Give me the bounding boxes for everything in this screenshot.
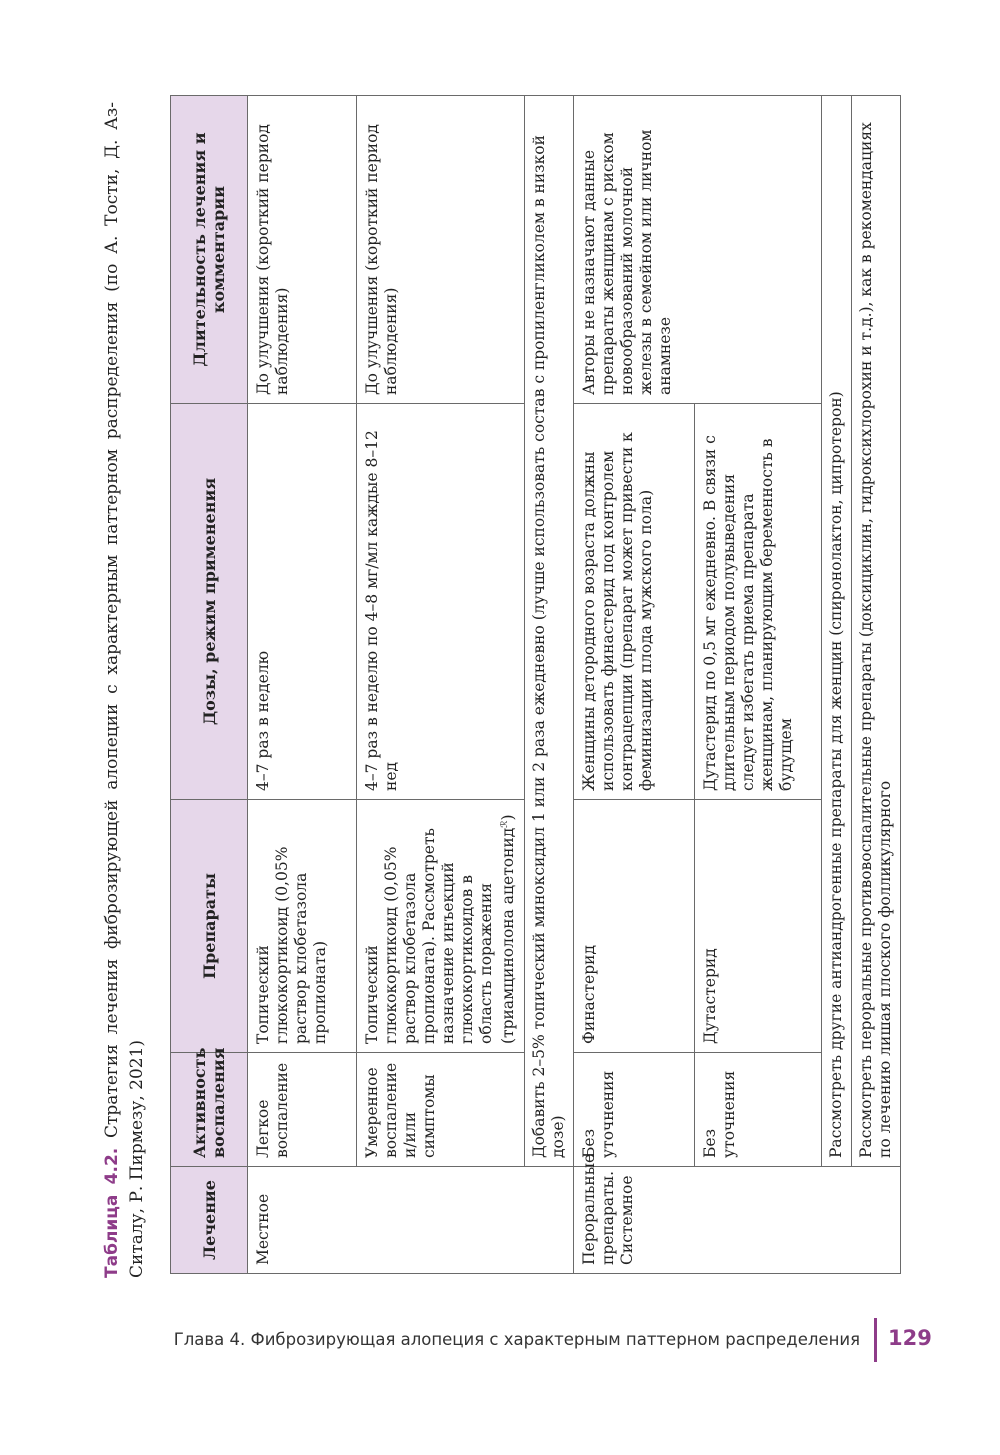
cell-drugs — [357, 800, 525, 1053]
cell-minoxidil: Добавить 2–5% топический миноксидил 1 или 2 раза ежедневно (лучше использовать состав с пропиленгликолем в низкой дозе) — [525, 96, 574, 1167]
cell-treatment-systemic: Пероральные препараты. Системное — [574, 1167, 901, 1274]
table-caption — [100, 102, 150, 1278]
footer-divider — [874, 1318, 877, 1362]
cell-activity: Без уточнения — [574, 1053, 695, 1167]
cell-antiinflammatory: Рассмотреть пероральные противовоспалительные препараты (доксициклин, гидроксихлорохин и т.д.), как в рекомендациях по лечению лишая плоского фолликулярного — [852, 96, 901, 1167]
rotated-table-page — [100, 100, 900, 1300]
cell-doses: Женщины детородного возраста должны использовать финастерид под контролем контрацепции (препарат может привести к феминизации плода мужского пола) — [574, 404, 695, 800]
header-doses: Дозы, режим применения — [171, 404, 248, 800]
cell-drugs: Финастерид — [574, 800, 695, 1053]
chapter-title: Глава 4. Фиброзирующая алопеция с характерным паттерном распределения — [173, 1330, 860, 1349]
cell-drugs: Дутастерид — [695, 800, 822, 1053]
page-footer — [0, 1318, 1000, 1362]
header-activity: Активность воспаления — [171, 1053, 248, 1167]
page-number: 129 — [888, 1326, 932, 1350]
cell-doses: 4–7 раз в неделю — [248, 404, 357, 800]
cell-doses: Дутастерид по 0,5 мг ежедневно. В связи с длительным периодом полувыведения следует избегать приема препарата женщинам, планирующим беременность в будущем — [695, 404, 822, 800]
treatment-table — [170, 95, 901, 1274]
cell-duration: Авторы не назначают данные препараты женщинам с риском новообразований молочной железы в семейном или личном анамнезе — [574, 96, 822, 404]
cell-activity: Без уточнения — [695, 1053, 822, 1167]
drugs-text: Топический глюкокортикоид (0,05% раствор клобетазола пропионата). Рассмотреть назначение инъекций глюкокортикоидов в область поражения (триамцинолона ацетонид — [363, 827, 518, 1044]
table-row — [822, 96, 852, 1274]
drugs-close: ) — [499, 814, 518, 821]
cell-activity: Умеренное воспаление и/или симптомы — [357, 1053, 525, 1167]
caption-label: Таблица 4.2. — [102, 1147, 122, 1278]
header-treatment: Лечение — [171, 1167, 248, 1274]
cell-drugs: Топический глюкокортикоид (0,05% раствор клобетазола пропионата) — [248, 800, 357, 1053]
header-drugs: Препараты — [171, 800, 248, 1053]
cell-duration: До улучшения (короткий период наблюдения) — [248, 96, 357, 404]
table-row — [574, 96, 695, 1274]
table-row — [525, 96, 574, 1274]
table-header-row — [171, 96, 248, 1274]
cell-antiandrogen: Рассмотреть другие антиандрогенные препараты для женщин (спиронолактон, ципротерон) — [822, 96, 852, 1167]
caption-text: Стратегия лечения фиброзирующей алопеции с характерным паттерном распределения (по А. Тости, Д. Аз-Ситалу, Р. Пирмезу, 2021) — [102, 101, 147, 1278]
registered-mark: ℛ — [500, 820, 510, 828]
header-duration: Длительность лечения и комментарии — [171, 96, 248, 404]
cell-treatment-local: Местное — [248, 1167, 574, 1274]
table-row — [357, 96, 525, 1274]
cell-duration: До улучшения (короткий период наблюдения) — [357, 96, 525, 404]
cell-doses: 4–7 раз в неделю по 4–8 мг/мл каждые 8–12 нед — [357, 404, 525, 800]
cell-activity: Легкое воспаление — [248, 1053, 357, 1167]
table-row — [248, 96, 357, 1274]
table-row — [852, 96, 901, 1274]
